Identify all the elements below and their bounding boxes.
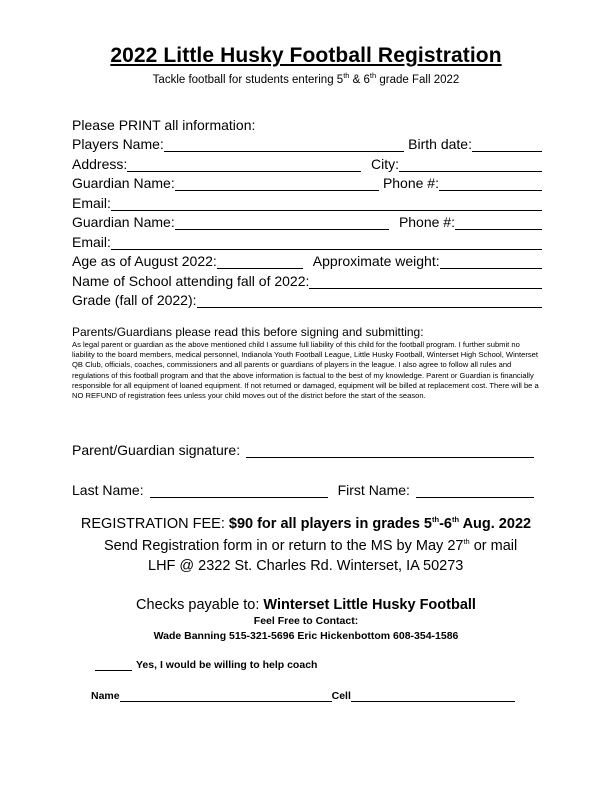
volunteer-name-field[interactable] — [120, 690, 332, 702]
birth-date-label: Birth date: — [408, 136, 472, 152]
name-row — [72, 478, 534, 498]
fee-amount — [229, 516, 531, 532]
guardian-1-row — [72, 172, 542, 192]
signature-field[interactable] — [246, 442, 534, 458]
school-row — [72, 269, 542, 289]
address-row — [72, 152, 542, 172]
subtitle-middle: & 6 — [349, 74, 370, 86]
fee-bold-prefix: $90 for all players in grades 5 — [228, 516, 432, 532]
phone-2-field[interactable] — [455, 214, 542, 230]
print-instruction: Please PRINT all information: — [72, 116, 256, 133]
volunteer-cell-label: Cell — [331, 690, 351, 702]
players-name-field[interactable] — [164, 136, 404, 152]
volunteer-contact-row — [91, 690, 515, 702]
fee-sup-2: th — [451, 515, 460, 525]
fee-bold-suffix: Aug. 2022 — [459, 516, 532, 532]
first-name-label: First Name: — [337, 481, 410, 498]
subtitle-sup-1: th — [343, 71, 350, 81]
parents-heading: Parents/Guardians please read this before signing and submitting: — [72, 325, 424, 339]
age-weight-row — [72, 250, 542, 270]
email-1-label: Email: — [72, 194, 111, 211]
send-suffix: or mail — [469, 538, 518, 554]
contact-heading: Feel Free to Contact: — [253, 615, 359, 627]
last-name-label: Last Name: — [72, 481, 144, 498]
birth-date-field[interactable] — [472, 136, 542, 152]
players-name-row — [72, 133, 542, 153]
age-field[interactable] — [217, 253, 303, 269]
guardian-name-1-field[interactable] — [175, 175, 379, 191]
school-field[interactable] — [309, 273, 542, 289]
players-name-label: Players Name: — [72, 136, 164, 152]
registration-fee — [0, 516, 612, 532]
checks-label: Checks payable to: — [136, 597, 264, 613]
volunteer-name-label: Name — [91, 690, 120, 702]
school-label: Name of School attending fall of 2022: — [72, 272, 310, 289]
last-name-field[interactable] — [150, 482, 328, 498]
grade-field[interactable] — [197, 292, 542, 308]
guardian-2-row — [72, 211, 542, 231]
signature-label: Parent/Guardian signature: — [72, 441, 241, 458]
email-2-row — [72, 230, 542, 250]
liability-text: As legal parent or guardian as the above mentioned child I assume full liability of this child for the football program. I further submit no liability to the board members, medical personnel, Indianola Youth Football League, Little Husky Football, Winterset High School, Winterset QB Club, officials, coaches, commissioners and all parents or guardians of players in the league. I also agree to follow all rules and regulations of this football program and that the above information is factual to the best of my knowledge. Parent or Guardian is financially responsible for all equipment of loaned equipment. If not returned or damaged, equipment will be billed at replacement cost. There will be a NO REFUND of registration fees unless your child moves out of the district before the start of the season. — [72, 340, 539, 401]
guardian-name-2-field[interactable] — [175, 214, 389, 230]
subtitle-sup-2: th — [369, 71, 377, 81]
email-2-label: Email: — [72, 233, 111, 250]
volunteer-cell-field[interactable] — [351, 690, 515, 702]
signature-row — [72, 438, 534, 458]
checks-payable — [0, 597, 612, 613]
checks-payee: Winterset Little Husky Football — [263, 597, 476, 613]
send-instructions — [104, 538, 517, 554]
weight-label: Approximate weight: — [312, 253, 440, 269]
weight-field[interactable] — [440, 253, 542, 269]
phone-1-field[interactable] — [439, 175, 542, 191]
coach-volunteer-label: Yes, I would be willing to help coach — [136, 659, 318, 671]
player-info-form — [72, 113, 542, 308]
address-label: Address: — [72, 155, 128, 172]
grade-row — [72, 289, 542, 309]
subtitle-suffix: grade Fall 2022 — [376, 74, 460, 86]
send-sup: th — [463, 537, 470, 547]
send-prefix: Send Registration form in or return to the MS by May 27 — [104, 538, 464, 554]
coach-volunteer-row — [95, 659, 317, 671]
email-1-field[interactable] — [111, 195, 542, 211]
first-name-field[interactable] — [416, 482, 534, 498]
fee-dash: -6 — [439, 516, 452, 532]
email-2-field[interactable] — [111, 234, 542, 250]
subtitle — [0, 71, 612, 86]
fee-label: REGISTRATION FEE: — [80, 516, 229, 532]
contact-list: Wade Banning 515-321-5696 Eric Hickenbottom 608-354-1586 — [153, 630, 459, 642]
coach-volunteer-field[interactable] — [95, 659, 132, 671]
fee-sup-1: th — [431, 515, 440, 525]
page-title: 2022 Little Husky Football Registration — [110, 44, 502, 67]
email-1-row — [72, 191, 542, 211]
grade-label: Grade (fall of 2022): — [72, 292, 197, 308]
city-label: City: — [371, 155, 399, 172]
phone-1-label: Phone #: — [382, 175, 439, 191]
guardian-name-1-label: Guardian Name: — [72, 175, 175, 191]
guardian-name-2-label: Guardian Name: — [72, 214, 175, 230]
mailing-address: LHF @ 2322 St. Charles Rd. Winterset, IA 50273 — [148, 558, 464, 574]
subtitle-prefix: Tackle football for students entering 5 — [152, 74, 344, 86]
phone-2-label: Phone #: — [398, 214, 455, 230]
city-field[interactable] — [399, 156, 542, 172]
address-field[interactable] — [127, 156, 361, 172]
age-label: Age as of August 2022: — [72, 253, 217, 269]
